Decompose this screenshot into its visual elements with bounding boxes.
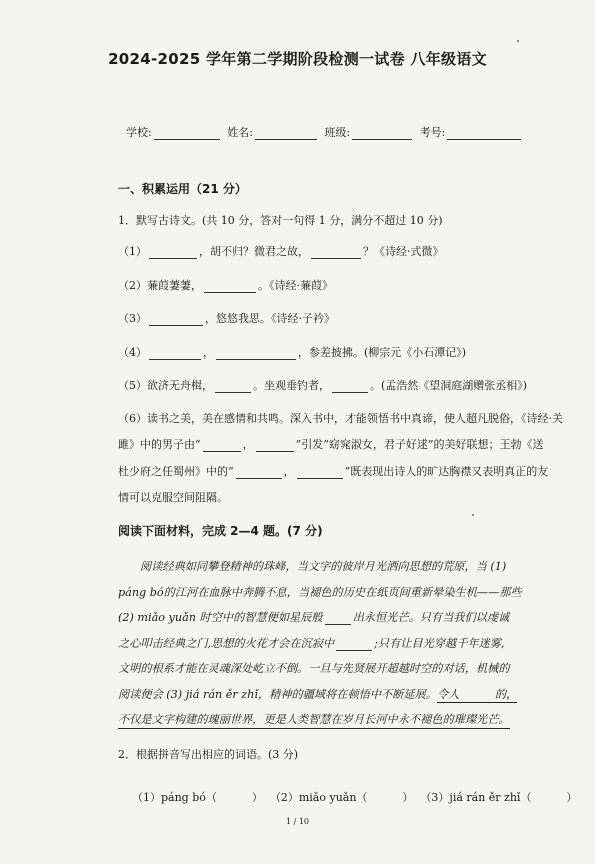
exam-title: 2024-2025 学年第二学期阶段检测一试卷 八年级语文 bbox=[108, 50, 487, 68]
answer-blank[interactable] bbox=[325, 614, 351, 625]
item-4: （4） ， ，参差披拂。(柳宗元《小石潭记》) bbox=[118, 346, 467, 359]
answer-blank[interactable] bbox=[332, 382, 368, 393]
answer-blank[interactable] bbox=[149, 248, 197, 259]
item-6-line-3: 杜少府之任蜀州》中的“ ， ”既表现出诗人的旷达胸襟又表明真正的友 bbox=[118, 465, 549, 478]
section-heading: 一、积累运用（21 分） bbox=[118, 182, 247, 196]
school-field[interactable] bbox=[154, 128, 220, 140]
answer-blank[interactable] bbox=[203, 441, 241, 452]
answer-blank[interactable] bbox=[215, 382, 251, 393]
question-2-prompt: 2．根据拼音写出相应的词语。(3 分) bbox=[118, 748, 299, 761]
answer-blank[interactable] bbox=[149, 349, 201, 360]
student-info-row bbox=[126, 124, 566, 140]
passage-line: 阅读便会 (3) jiá rán ěr zhǐ，精神的疆域将在顿悟中不断延展。令人 的， bbox=[118, 688, 518, 701]
answer-2[interactable]: （2）miǎo yuǎn（ ） bbox=[269, 791, 414, 804]
exam-no-field[interactable] bbox=[447, 128, 521, 140]
passage-line: 文明的根系才能在灵魂深处屹立不倒。一旦与先贤展开超越时空的对话，机械的 bbox=[118, 662, 510, 675]
item-6-line-4: 情可以克服空间阻隔。 bbox=[118, 491, 228, 504]
passage-line: 阅读经典如同攀登精神的珠峰，当文字的彼岸月光洒向思想的荒原，当 (1) bbox=[140, 560, 507, 573]
item-6-line-1: （6）读书之美，美在感情和共鸣。深入书中，才能领悟书中真谛，使人超凡脱俗，《诗经·关 bbox=[118, 412, 563, 425]
item-5: （5）欲济无舟楫， 。坐观垂钓者， 。(孟浩然《望洞庭湖赠张丞相》) bbox=[118, 379, 528, 392]
answer-blank[interactable] bbox=[216, 349, 296, 360]
scan-speck bbox=[472, 514, 474, 516]
item-1: （1） ，胡不归？微君之故， ？《诗经·式微》 bbox=[118, 245, 444, 258]
underlined-sentence: 令人 的， bbox=[436, 688, 518, 701]
answer-blank[interactable] bbox=[336, 640, 372, 651]
question-1-prompt: 1．默写古诗文。(共 10 分，答对一句得 1 分，满分不超过 10 分) bbox=[118, 214, 443, 227]
answer-blank[interactable] bbox=[256, 441, 294, 452]
item-3: （3） ，悠悠我思。《诗经·子衿》 bbox=[118, 312, 335, 325]
item-6-line-2: 雎》中的男子由“ ， ”引发“窈窕淑女，君子好逑”的美好联想；王勃《送 bbox=[118, 438, 544, 451]
school-label: 学校: bbox=[126, 126, 152, 139]
scan-speck bbox=[517, 40, 519, 42]
passage-line: páng bó的江河在血脉中奔腾不息，当褪色的历史在纸页间重新晕染生机——那些 bbox=[118, 586, 522, 599]
passage-line: 之心叩击经典之门,思想的火花才会在沉寂中 ;只有让目光穿越千年迷雾, bbox=[118, 637, 505, 650]
answer-1[interactable]: （1）páng bó（ ） bbox=[132, 791, 263, 804]
class-label: 班级: bbox=[324, 126, 351, 139]
name-label: 姓名: bbox=[227, 126, 253, 139]
name-field[interactable] bbox=[255, 128, 317, 140]
answer-blank[interactable] bbox=[297, 468, 343, 479]
question-2-answers bbox=[118, 776, 577, 818]
class-field[interactable] bbox=[352, 128, 412, 140]
exam-no-label: 考号: bbox=[419, 126, 446, 139]
page-number: 1 / 10 bbox=[285, 817, 310, 826]
answer-blank[interactable] bbox=[149, 315, 203, 326]
underlined-sentence: 不仅是文字构建的瑰丽世界，更是人类智慧在岁月长河中永不褪色的璀璨光芒。 bbox=[118, 711, 510, 729]
passage-line: (2) miǎo yuǎn 时空中的智慧便如星辰般 出永恒光芒。只有当我们以虔诚 bbox=[118, 611, 510, 624]
reading-heading: 阅读下面材料，完成 2—4 题。(7 分) bbox=[118, 524, 323, 538]
answer-3[interactable]: （3）jiá rán ěr zhǐ（ ） bbox=[420, 791, 578, 804]
answer-blank[interactable] bbox=[311, 248, 361, 259]
item-2: （2）蒹葭萋萋， 。《诗经·蒹葭》 bbox=[118, 279, 333, 292]
answer-blank[interactable] bbox=[236, 468, 282, 479]
answer-blank[interactable] bbox=[204, 282, 256, 293]
